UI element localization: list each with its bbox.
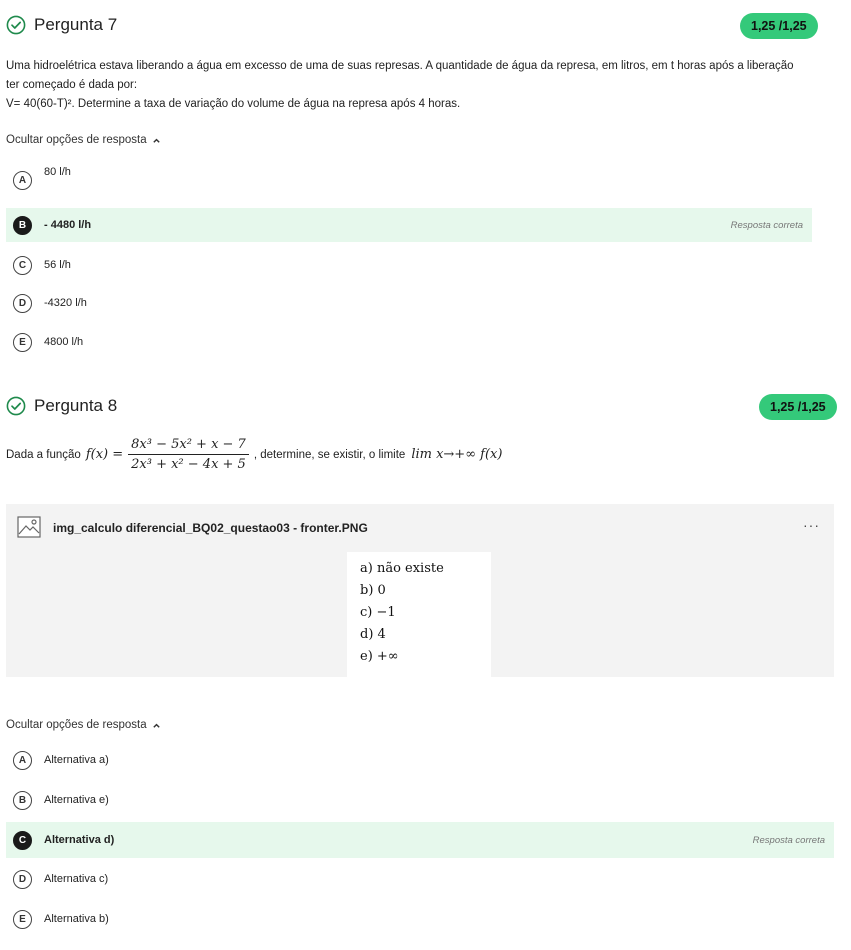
option-text: 4800 l/h xyxy=(44,336,84,348)
limit-expression: lim x→+∞ f(x) xyxy=(411,447,503,462)
image-option-line: b) 0 xyxy=(360,583,386,598)
question-text-line: ter começado é dada por: xyxy=(6,79,138,91)
option-text: 56 l/h xyxy=(44,259,71,271)
question-title: Pergunta 7 xyxy=(34,15,118,34)
option-text: Alternativa d) xyxy=(44,834,115,846)
question-text-middle: , determine, se existir, o limite xyxy=(253,448,406,461)
answer-option-e[interactable] xyxy=(6,325,812,359)
question-title: Pergunta 8 xyxy=(34,396,118,415)
check-circle-icon xyxy=(6,396,26,416)
correct-answer-label: Resposta correta xyxy=(730,219,803,231)
image-option-line: a) não existe xyxy=(360,561,444,576)
image-attachment[interactable] xyxy=(6,504,834,677)
option-letter: B xyxy=(13,791,32,810)
question-8-text xyxy=(6,437,502,472)
answer-option-b[interactable] xyxy=(6,208,812,242)
toggle-label: Ocultar opções de resposta xyxy=(6,134,147,146)
score-badge: 1,25 /1,25 xyxy=(740,13,818,39)
answer-option-c[interactable] xyxy=(6,248,812,282)
answer-option-d[interactable] xyxy=(6,862,812,896)
answer-option-d[interactable] xyxy=(6,286,812,320)
option-letter: A xyxy=(13,751,32,770)
question-7-header xyxy=(6,15,117,35)
option-text: Alternativa a) xyxy=(44,754,109,766)
toggle-label: Ocultar opções de resposta xyxy=(6,719,147,731)
answer-option-c[interactable] xyxy=(6,822,834,858)
more-options-icon[interactable]: ··· xyxy=(803,517,820,533)
option-letter: C xyxy=(13,256,32,275)
fraction-denominator: 2x³ + x² − 4x + 5 xyxy=(131,457,246,472)
option-letter: D xyxy=(13,870,32,889)
option-letter: B xyxy=(13,216,32,235)
check-circle-icon xyxy=(6,15,26,35)
question-8-header xyxy=(6,396,117,416)
score-badge: 1,25 /1,25 xyxy=(759,394,837,420)
image-icon xyxy=(17,516,41,538)
question-7-text xyxy=(6,57,816,114)
option-text: Alternativa b) xyxy=(44,913,109,925)
chevron-up-icon xyxy=(152,721,161,730)
attachment-filename: img_calculo diferencial_BQ02_questao03 - fronter.PNG xyxy=(53,521,368,535)
question-text-line: Uma hidroelétrica estava liberando a água em excesso de uma de suas represas. A quantidade de água da represa, em litros, em t horas após a liberação xyxy=(6,60,794,72)
option-letter: E xyxy=(13,910,32,929)
option-text: - 4480 l/h xyxy=(44,219,92,231)
fraction xyxy=(128,437,249,472)
option-text: 80 l/h xyxy=(44,166,71,178)
answer-option-e[interactable] xyxy=(6,902,812,936)
fraction-bar xyxy=(128,454,249,455)
option-letter: A xyxy=(13,171,32,190)
image-option-line: e) +∞ xyxy=(360,649,399,664)
answer-option-a[interactable] xyxy=(6,162,812,198)
hide-answers-toggle[interactable] xyxy=(6,719,161,731)
question-text-prefix: Dada a função xyxy=(6,448,81,461)
option-letter: E xyxy=(13,333,32,352)
correct-answer-label: Resposta correta xyxy=(752,834,825,846)
question-text-line: V= 40(60-T)². Determine a taxa de variação do volume de água na represa após 4 horas. xyxy=(6,98,461,110)
option-text: Alternativa e) xyxy=(44,794,109,806)
fraction-numerator: 8x³ − 5x² + x − 7 xyxy=(131,437,246,452)
function-label: f(x) = xyxy=(85,447,124,462)
option-letter: D xyxy=(13,294,32,313)
answer-option-b[interactable] xyxy=(6,783,812,817)
image-option-line: d) 4 xyxy=(360,627,386,642)
attachment-image xyxy=(347,552,491,677)
option-text: -4320 l/h xyxy=(44,297,87,309)
option-text: Alternativa c) xyxy=(44,873,109,885)
image-option-line: c) −1 xyxy=(360,605,396,620)
hide-answers-toggle[interactable] xyxy=(6,134,161,146)
answer-option-a[interactable] xyxy=(6,743,812,777)
option-letter: C xyxy=(13,831,32,850)
chevron-up-icon xyxy=(152,136,161,145)
